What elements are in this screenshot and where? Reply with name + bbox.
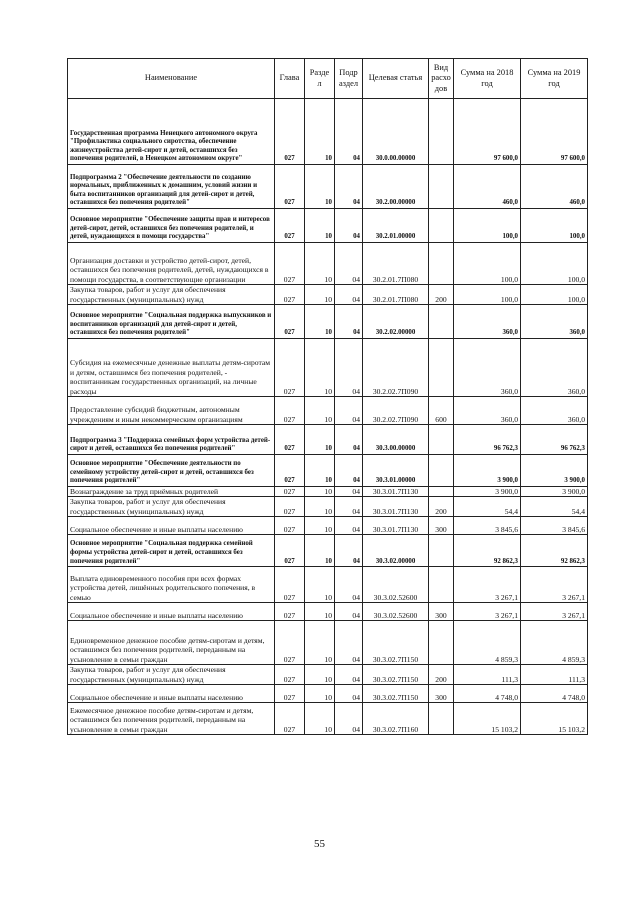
cell-name: Единовременное денежное пособие детям-сиротам и детям, оставшимся без попечения родителей, переданным на усыновление в семьи граждан bbox=[68, 621, 275, 665]
cell-glava: 027 bbox=[275, 243, 305, 285]
table-row bbox=[68, 621, 588, 665]
header-razdel: Разде л bbox=[305, 59, 335, 99]
cell-glava: 027 bbox=[275, 425, 305, 455]
cell-article: 30.3.02.52600 bbox=[363, 603, 429, 621]
cell-vid bbox=[429, 455, 454, 487]
cell-sum-2019: 97 600,0 bbox=[521, 99, 588, 165]
cell-name: Основное мероприятие "Обеспечение защиты прав и интересов детей-сирот, детей, оставшихся без попечения родителей, и детей, нуждающихся в помощи государства" bbox=[68, 209, 275, 243]
cell-article: 30.0.00.00000 bbox=[363, 99, 429, 165]
table-row bbox=[68, 285, 588, 305]
cell-podrazdel: 04 bbox=[335, 517, 363, 535]
cell-sum-2019: 96 762,3 bbox=[521, 425, 588, 455]
cell-podrazdel: 04 bbox=[335, 165, 363, 209]
cell-podrazdel: 04 bbox=[335, 285, 363, 305]
cell-name: Социальное обеспечение и иные выплаты населению bbox=[68, 685, 275, 703]
header-article: Целевая статья bbox=[363, 59, 429, 99]
cell-glava: 027 bbox=[275, 703, 305, 735]
cell-name: Государственная программа Ненецкого автономного округа "Профилактика социального сиротства, обеспечение жизнеустройства детей-сирот и детей, оставшихся без попечения родителей, в Ненецком автономном округе" bbox=[68, 99, 275, 165]
cell-glava: 027 bbox=[275, 517, 305, 535]
cell-sum-2018: 4 859,3 bbox=[454, 621, 521, 665]
cell-razdel: 10 bbox=[305, 455, 335, 487]
cell-razdel: 10 bbox=[305, 99, 335, 165]
table-row bbox=[68, 397, 588, 425]
table-row bbox=[68, 425, 588, 455]
header-vid: Вид расхо дов bbox=[429, 59, 454, 99]
cell-vid bbox=[429, 243, 454, 285]
cell-name: Вознаграждение за труд приёмных родителей bbox=[68, 487, 275, 497]
cell-glava: 027 bbox=[275, 99, 305, 165]
cell-article: 30.3.02.7П150 bbox=[363, 621, 429, 665]
cell-podrazdel: 04 bbox=[335, 567, 363, 603]
cell-article: 30.3.01.00000 bbox=[363, 455, 429, 487]
cell-name: Основное мероприятие "Социальная поддержка семейной формы устройства детей-сирот и детей, оставшихся без попечения родителей" bbox=[68, 535, 275, 567]
cell-podrazdel: 04 bbox=[335, 685, 363, 703]
cell-sum-2018: 360,0 bbox=[454, 305, 521, 339]
cell-podrazdel: 04 bbox=[335, 487, 363, 497]
cell-glava: 027 bbox=[275, 665, 305, 685]
table-row bbox=[68, 665, 588, 685]
cell-sum-2019: 3 845,6 bbox=[521, 517, 588, 535]
cell-sum-2018: 3 267,1 bbox=[454, 603, 521, 621]
table-row bbox=[68, 517, 588, 535]
cell-sum-2019: 360,0 bbox=[521, 305, 588, 339]
cell-article: 30.2.00.00000 bbox=[363, 165, 429, 209]
cell-sum-2018: 3 267,1 bbox=[454, 567, 521, 603]
cell-razdel: 10 bbox=[305, 397, 335, 425]
cell-sum-2019: 3 267,1 bbox=[521, 567, 588, 603]
cell-name: Предоставление субсидий бюджетным, автономным учреждениям и иным некоммерческим организациям bbox=[68, 397, 275, 425]
cell-sum-2018: 360,0 bbox=[454, 397, 521, 425]
cell-sum-2019: 360,0 bbox=[521, 339, 588, 397]
cell-article: 30.2.02.7П090 bbox=[363, 339, 429, 397]
cell-sum-2019: 92 862,3 bbox=[521, 535, 588, 567]
header-sum-2019: Сумма на 2019 год bbox=[521, 59, 588, 99]
cell-glava: 027 bbox=[275, 685, 305, 703]
cell-podrazdel: 04 bbox=[335, 455, 363, 487]
table-row bbox=[68, 567, 588, 603]
cell-glava: 027 bbox=[275, 305, 305, 339]
page-number: 55 bbox=[314, 838, 325, 850]
cell-vid: 300 bbox=[429, 603, 454, 621]
cell-article: 30.3.02.7П150 bbox=[363, 665, 429, 685]
cell-sum-2018: 4 748,0 bbox=[454, 685, 521, 703]
cell-vid bbox=[429, 209, 454, 243]
cell-glava: 027 bbox=[275, 397, 305, 425]
cell-sum-2019: 3 267,1 bbox=[521, 603, 588, 621]
cell-name: Основное мероприятие "Социальная поддержка выпускников и воспитанников организаций для детей-сирот и детей, оставшихся без попечения родителей" bbox=[68, 305, 275, 339]
cell-razdel: 10 bbox=[305, 603, 335, 621]
cell-vid bbox=[429, 567, 454, 603]
cell-article: 30.3.01.7П130 bbox=[363, 497, 429, 517]
cell-article: 30.3.02.00000 bbox=[363, 535, 429, 567]
cell-sum-2018: 3 845,6 bbox=[454, 517, 521, 535]
cell-razdel: 10 bbox=[305, 425, 335, 455]
cell-glava: 027 bbox=[275, 621, 305, 665]
header-sum-2018: Сумма на 2018 год bbox=[454, 59, 521, 99]
cell-name: Закупка товаров, работ и услуг для обеспечения государственных (муниципальных) нужд bbox=[68, 285, 275, 305]
cell-glava: 027 bbox=[275, 165, 305, 209]
cell-article: 30.3.02.7П150 bbox=[363, 685, 429, 703]
header-podrazdel: Подр аздел bbox=[335, 59, 363, 99]
cell-article: 30.2.01.00000 bbox=[363, 209, 429, 243]
cell-razdel: 10 bbox=[305, 243, 335, 285]
cell-article: 30.2.02.7П090 bbox=[363, 397, 429, 425]
cell-article: 30.2.01.7П080 bbox=[363, 243, 429, 285]
cell-razdel: 10 bbox=[305, 497, 335, 517]
cell-vid bbox=[429, 425, 454, 455]
header-name: Наименование bbox=[68, 59, 275, 99]
cell-article: 30.3.02.7П160 bbox=[363, 703, 429, 735]
cell-name: Субсидия на ежемесячные денежные выплаты детям-сиротам и детям, оставшимся без попечения родителей, - воспитанникам государственных организаций, на личные расходы bbox=[68, 339, 275, 397]
cell-vid: 600 bbox=[429, 397, 454, 425]
cell-sum-2018: 100,0 bbox=[454, 285, 521, 305]
cell-name: Закупка товаров, работ и услуг для обеспечения государственных (муниципальных) нужд bbox=[68, 497, 275, 517]
cell-razdel: 10 bbox=[305, 685, 335, 703]
budget-table bbox=[67, 58, 588, 735]
cell-sum-2018: 360,0 bbox=[454, 339, 521, 397]
cell-sum-2019: 4 859,3 bbox=[521, 621, 588, 665]
cell-podrazdel: 04 bbox=[335, 99, 363, 165]
cell-razdel: 10 bbox=[305, 285, 335, 305]
cell-vid: 200 bbox=[429, 497, 454, 517]
cell-podrazdel: 04 bbox=[335, 339, 363, 397]
cell-sum-2019: 3 900,0 bbox=[521, 487, 588, 497]
cell-glava: 027 bbox=[275, 339, 305, 397]
cell-name: Выплата единовременного пособия при всех формах устройства детей, лишённых родительского попечения, в семью bbox=[68, 567, 275, 603]
budget-page bbox=[67, 58, 587, 735]
table-header-row bbox=[68, 59, 588, 99]
cell-sum-2019: 15 103,2 bbox=[521, 703, 588, 735]
cell-sum-2019: 111,3 bbox=[521, 665, 588, 685]
cell-glava: 027 bbox=[275, 209, 305, 243]
cell-podrazdel: 04 bbox=[335, 497, 363, 517]
cell-vid bbox=[429, 99, 454, 165]
cell-vid: 200 bbox=[429, 285, 454, 305]
cell-glava: 027 bbox=[275, 455, 305, 487]
table-row bbox=[68, 455, 588, 487]
table-row bbox=[68, 603, 588, 621]
cell-sum-2018: 92 862,3 bbox=[454, 535, 521, 567]
cell-sum-2018: 100,0 bbox=[454, 209, 521, 243]
table-row bbox=[68, 209, 588, 243]
table-row bbox=[68, 703, 588, 735]
cell-sum-2018: 96 762,3 bbox=[454, 425, 521, 455]
cell-sum-2018: 111,3 bbox=[454, 665, 521, 685]
table-row bbox=[68, 339, 588, 397]
cell-podrazdel: 04 bbox=[335, 243, 363, 285]
cell-sum-2018: 15 103,2 bbox=[454, 703, 521, 735]
cell-article: 30.3.01.7П130 bbox=[363, 487, 429, 497]
cell-razdel: 10 bbox=[305, 621, 335, 665]
cell-podrazdel: 04 bbox=[335, 535, 363, 567]
cell-name: Закупка товаров, работ и услуг для обеспечения государственных (муниципальных) нужд bbox=[68, 665, 275, 685]
cell-glava: 027 bbox=[275, 285, 305, 305]
cell-razdel: 10 bbox=[305, 567, 335, 603]
cell-sum-2019: 460,0 bbox=[521, 165, 588, 209]
cell-sum-2018: 3 900,0 bbox=[454, 455, 521, 487]
cell-sum-2019: 3 900,0 bbox=[521, 455, 588, 487]
cell-vid: 300 bbox=[429, 685, 454, 703]
cell-sum-2019: 54,4 bbox=[521, 497, 588, 517]
cell-podrazdel: 04 bbox=[335, 305, 363, 339]
cell-podrazdel: 04 bbox=[335, 425, 363, 455]
cell-vid bbox=[429, 487, 454, 497]
cell-sum-2018: 460,0 bbox=[454, 165, 521, 209]
cell-vid: 200 bbox=[429, 665, 454, 685]
cell-podrazdel: 04 bbox=[335, 621, 363, 665]
cell-glava: 027 bbox=[275, 535, 305, 567]
table-row bbox=[68, 305, 588, 339]
table-row bbox=[68, 99, 588, 165]
cell-vid bbox=[429, 621, 454, 665]
cell-podrazdel: 04 bbox=[335, 603, 363, 621]
cell-sum-2019: 100,0 bbox=[521, 243, 588, 285]
cell-vid bbox=[429, 305, 454, 339]
table-row bbox=[68, 165, 588, 209]
cell-sum-2019: 360,0 bbox=[521, 397, 588, 425]
cell-glava: 027 bbox=[275, 567, 305, 603]
cell-podrazdel: 04 bbox=[335, 397, 363, 425]
cell-glava: 027 bbox=[275, 603, 305, 621]
cell-vid bbox=[429, 535, 454, 567]
cell-vid bbox=[429, 165, 454, 209]
cell-razdel: 10 bbox=[305, 535, 335, 567]
cell-name: Подпрограмма 2 "Обеспечение деятельности по созданию нормальных, приближенных к домашним, условий жизни и быта воспитанников организаций для детей-сирот и детей, оставшихся без попечения родителей" bbox=[68, 165, 275, 209]
cell-glava: 027 bbox=[275, 487, 305, 497]
table-row bbox=[68, 243, 588, 285]
cell-razdel: 10 bbox=[305, 165, 335, 209]
cell-razdel: 10 bbox=[305, 665, 335, 685]
cell-razdel: 10 bbox=[305, 703, 335, 735]
cell-vid bbox=[429, 339, 454, 397]
cell-article: 30.2.02.00000 bbox=[363, 305, 429, 339]
cell-sum-2019: 100,0 bbox=[521, 209, 588, 243]
cell-sum-2018: 54,4 bbox=[454, 497, 521, 517]
table-row bbox=[68, 685, 588, 703]
cell-razdel: 10 bbox=[305, 517, 335, 535]
cell-vid: 300 bbox=[429, 517, 454, 535]
cell-razdel: 10 bbox=[305, 339, 335, 397]
cell-podrazdel: 04 bbox=[335, 209, 363, 243]
cell-razdel: 10 bbox=[305, 305, 335, 339]
cell-name: Социальное обеспечение и иные выплаты населению bbox=[68, 517, 275, 535]
header-glava: Глава bbox=[275, 59, 305, 99]
cell-article: 30.2.01.7П080 bbox=[363, 285, 429, 305]
table-row bbox=[68, 535, 588, 567]
cell-sum-2018: 100,0 bbox=[454, 243, 521, 285]
cell-name: Организация доставки и устройство детей-сирот, детей, оставшихся без попечения родителей, детей, нуждающихся в помощи государства, в соответствующие организации bbox=[68, 243, 275, 285]
cell-razdel: 10 bbox=[305, 209, 335, 243]
cell-razdel: 10 bbox=[305, 487, 335, 497]
cell-podrazdel: 04 bbox=[335, 703, 363, 735]
cell-name: Основное мероприятие "Обеспечение деятельности по семейному устройству детей-сирот и детей, оставшихся без попечения родителей" bbox=[68, 455, 275, 487]
table-row bbox=[68, 497, 588, 517]
cell-article: 30.3.02.52600 bbox=[363, 567, 429, 603]
table-row bbox=[68, 487, 588, 497]
cell-sum-2018: 97 600,0 bbox=[454, 99, 521, 165]
cell-name: Ежемесячное денежное пособие детям-сиротам и детям, оставшимся без попечения родителей, переданным на усыновление в семьи граждан bbox=[68, 703, 275, 735]
cell-article: 30.3.00.00000 bbox=[363, 425, 429, 455]
cell-name: Подпрограмма 3 "Поддержка семейных форм устройства детей-сирот и детей, оставшихся без попечения родителей" bbox=[68, 425, 275, 455]
cell-sum-2019: 4 748,0 bbox=[521, 685, 588, 703]
cell-sum-2019: 100,0 bbox=[521, 285, 588, 305]
cell-name: Социальное обеспечение и иные выплаты населению bbox=[68, 603, 275, 621]
cell-sum-2018: 3 900,0 bbox=[454, 487, 521, 497]
cell-article: 30.3.01.7П130 bbox=[363, 517, 429, 535]
cell-glava: 027 bbox=[275, 497, 305, 517]
cell-podrazdel: 04 bbox=[335, 665, 363, 685]
cell-vid bbox=[429, 703, 454, 735]
